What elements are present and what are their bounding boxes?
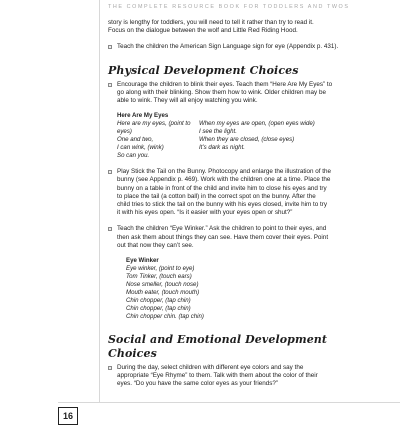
section-heading-social-emotional: Social and Emotional Development Choices — [108, 333, 328, 361]
bullet-text: Teach the children the American Sign Language sign for eye (Appendix p. 431). — [117, 43, 339, 51]
bullet-text: appropriate “Eye Rhyme” to them. Talk with them about the color of their — [117, 372, 318, 380]
poem-line: One and two, — [117, 136, 154, 144]
bullet-text: Play Stick the Tail on the Bunny. Photocopy and enlarge the illustration of the — [117, 168, 331, 176]
poem-here-are-my-eyes — [108, 112, 376, 160]
poem-title: Eye Winker — [126, 257, 159, 265]
page-content — [108, 19, 376, 389]
bullet-eye-colors — [108, 364, 376, 389]
poem-line: Mouth eater, (touch mouth) — [126, 289, 200, 297]
bullet-text: During the day, select children with different eye colors and say the — [117, 364, 304, 372]
poem-line: Here are my eyes, (point to eyes) — [117, 120, 191, 136]
bullet-text: then ask them about things they can see. Have them cover their eyes. Point — [117, 233, 329, 241]
bullet-square-icon — [108, 45, 112, 49]
poem-line: Chin chopper, (tap chin) — [126, 305, 191, 313]
page-number: 16 — [58, 407, 78, 425]
bullet-eye-winker — [108, 225, 376, 250]
bullet-text: bunny (see Appendix p. 469). Work with the children one at a time. Place the — [117, 176, 331, 184]
bullet-text: go along with their blinking. Show them how to wink. Older children may be — [117, 88, 326, 96]
section-heading-physical: Physical Development Choices — [108, 63, 299, 77]
footer-rule — [58, 402, 400, 403]
bullet-sign-language — [108, 43, 376, 51]
poem-line: I can wink, (wink) — [117, 144, 164, 152]
poem-line: Eye winker, (point to eye) — [126, 265, 195, 273]
running-head: THE COMPLETE RESOURCE BOOK FOR TODDLERS AND TWOS — [108, 4, 350, 10]
bullet-square-icon — [108, 366, 112, 370]
bullet-square-icon — [108, 227, 112, 231]
margin-rule — [99, 0, 100, 402]
poem-line: It’s dark as night. — [199, 144, 245, 152]
bullet-text: out that now they can’t see. — [117, 241, 194, 249]
bullet-text: it with his eyes open. “Is it easier with your eyes open or shut?” — [117, 209, 293, 217]
intro-line: Focus on the dialogue between the wolf and Little Red Riding Hood. — [108, 27, 298, 35]
poem-line: Nose smeller, (touch nose) — [126, 281, 199, 289]
bullet-bunny — [108, 168, 376, 217]
poem-line: When they are closed, (close eyes) — [199, 136, 295, 144]
bullet-square-icon — [108, 83, 112, 87]
poem-line: Tom Tinker, (touch ears) — [126, 273, 192, 281]
bullet-text: to place the tail (a cotton ball) in the correct spot on the bunny. After the — [117, 192, 316, 200]
bullet-blink — [108, 81, 376, 106]
bullet-text: bunny on a table in front of the child and invite him to close his eyes and try — [117, 184, 327, 192]
bullet-text: Teach the children “Eye Winker.” Ask the children to point to their eyes, and — [117, 225, 327, 233]
poem-line: When my eyes are open, (open eyes wide) — [199, 120, 315, 128]
bullet-text: able to wink. They will all enjoy watching you wink. — [117, 97, 258, 105]
poem-line: I see the light. — [199, 128, 237, 136]
bullet-text: eyes. “Do you have the same color eyes as your friends?” — [117, 380, 278, 388]
poem-line: Chin chopper, (tap chin) — [126, 297, 191, 305]
poem-eye-winker — [108, 257, 376, 321]
bullet-text: child tries to stick the tail on the bunny with his eyes closed, invite him to try — [117, 201, 327, 209]
poem-line: So can you. — [117, 152, 150, 160]
bullet-square-icon — [108, 170, 112, 174]
bullet-text: Encourage the children to blink their eyes. Teach them “Here Are My Eyes” to — [117, 80, 333, 88]
poem-line: Chin chopper chin. (tap chin) — [126, 313, 204, 321]
intro-line: story is lengthy for toddlers, you will need to tell it rather than try to read it. — [108, 19, 314, 26]
poem-title: Here Are My Eyes — [117, 112, 169, 120]
